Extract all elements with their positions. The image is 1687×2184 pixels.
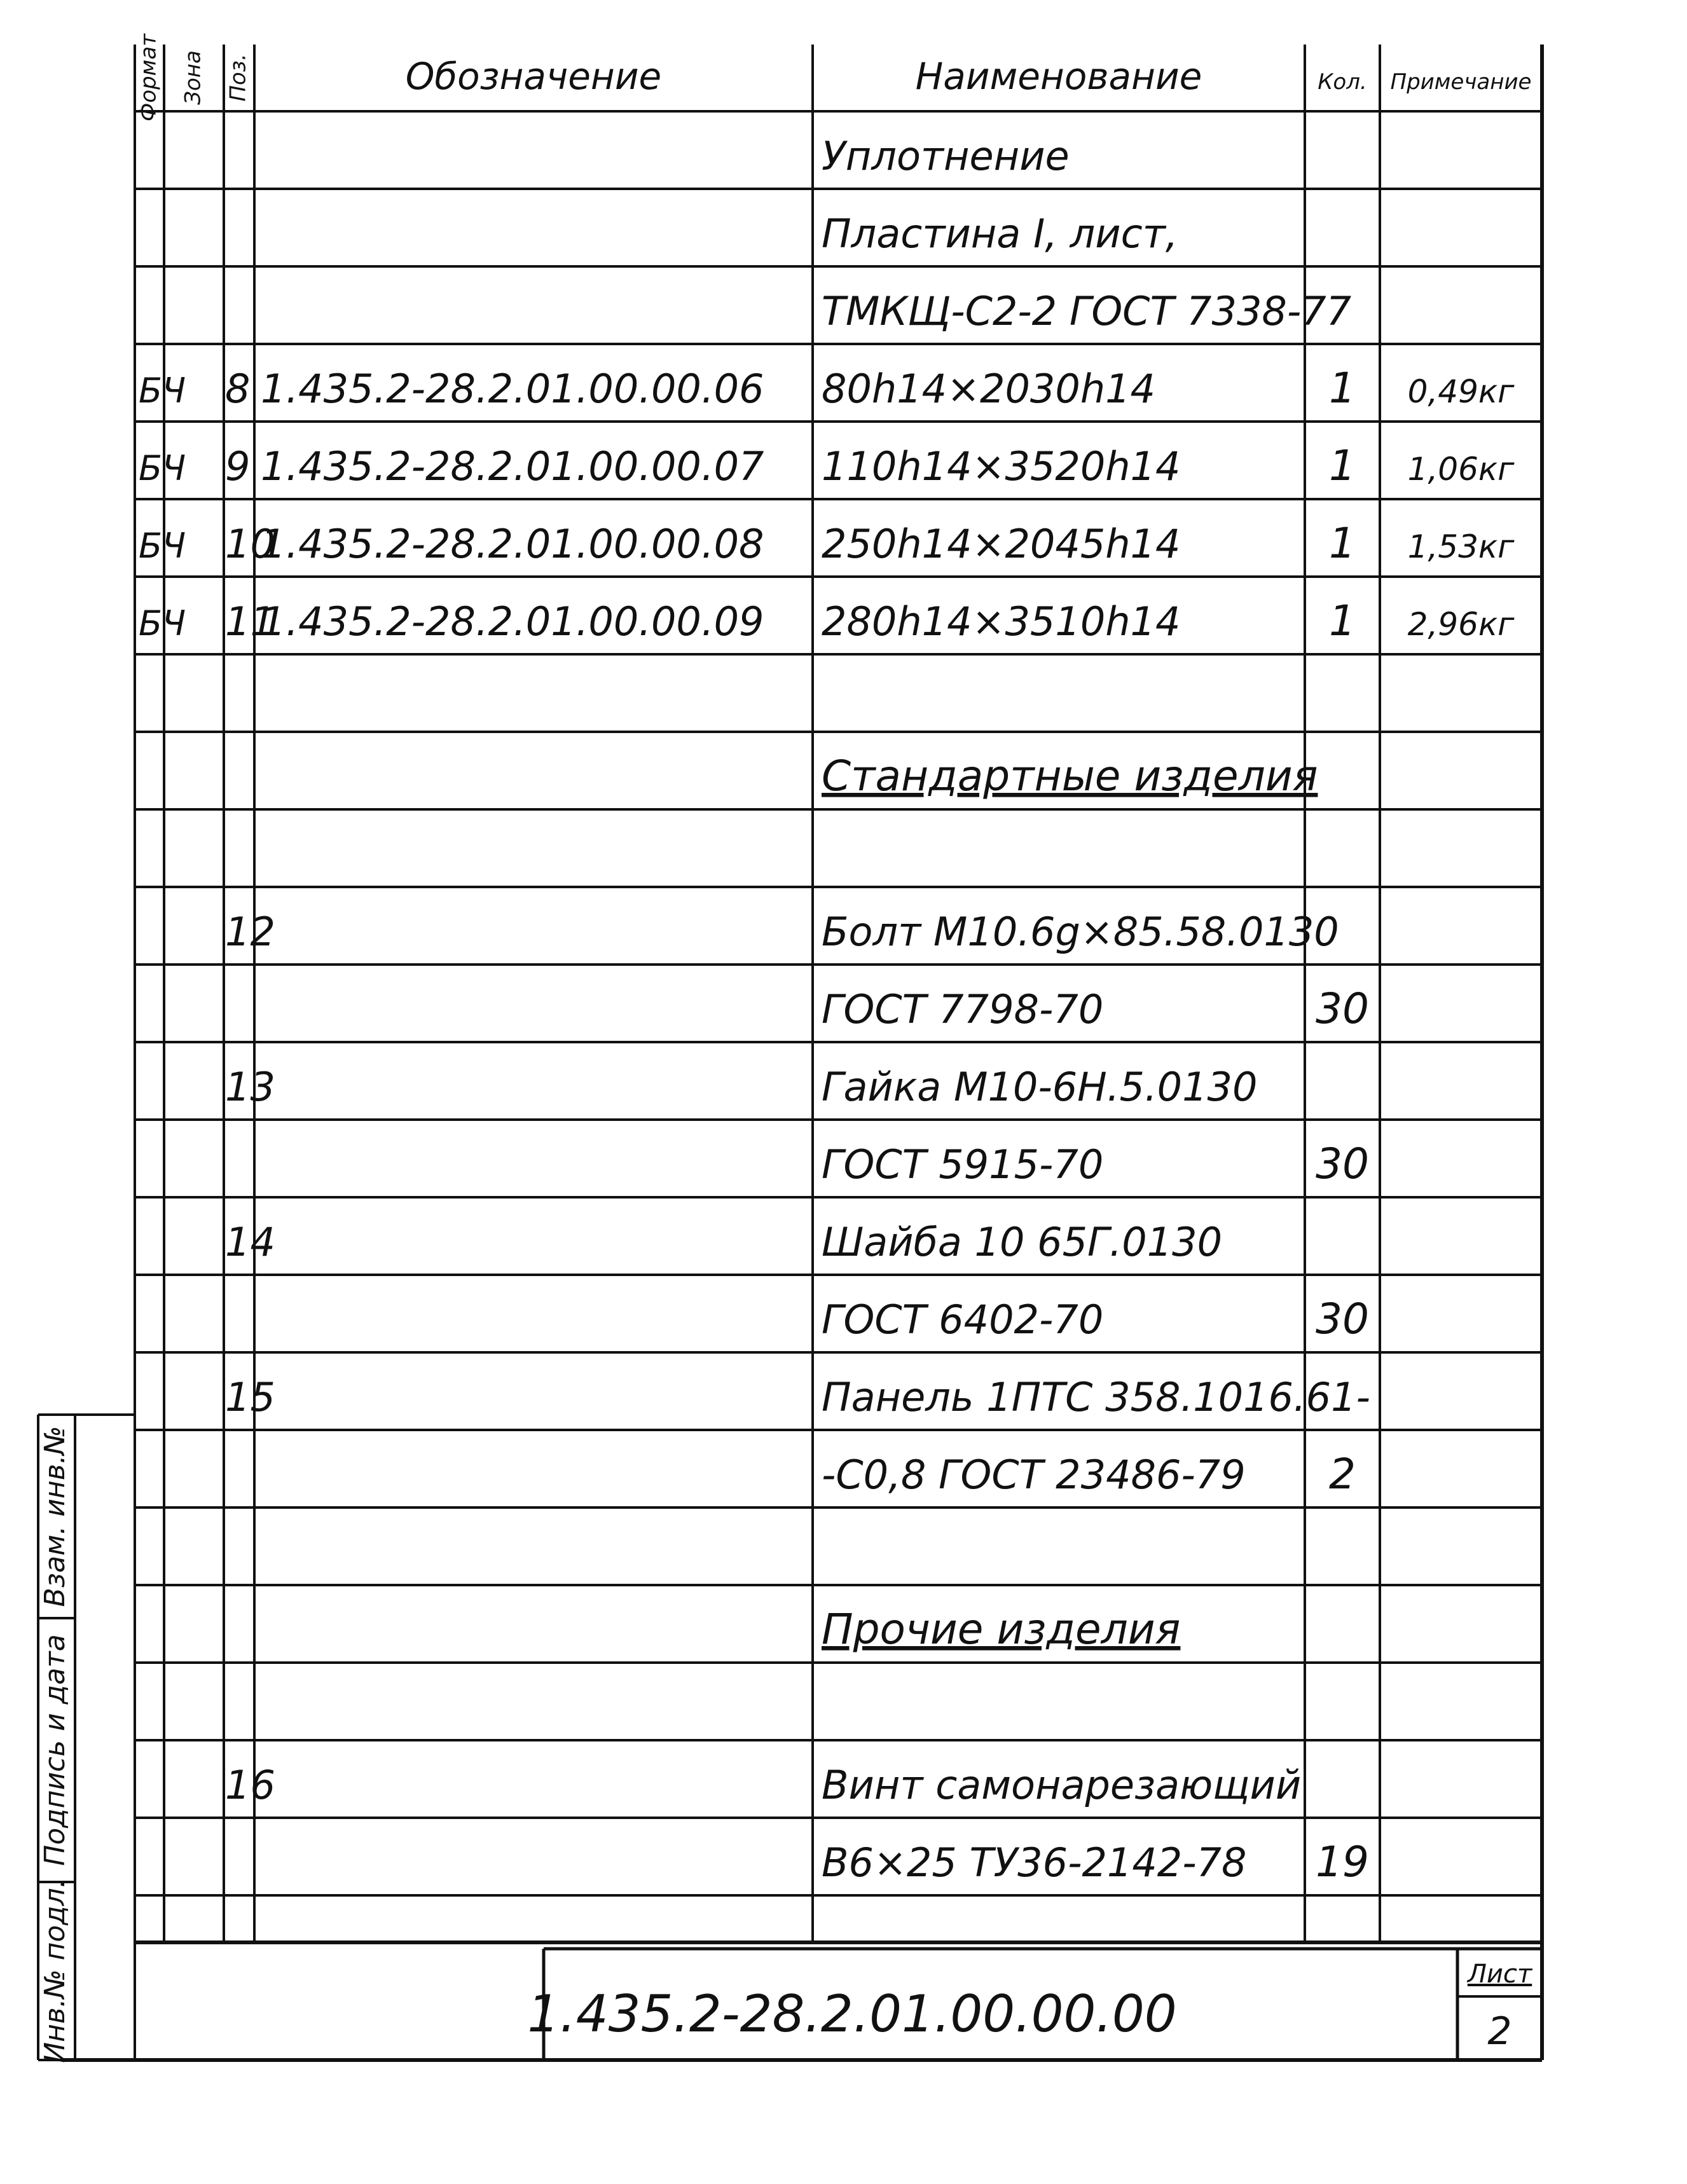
table-row: [225, 1219, 1222, 1265]
table-row: [225, 909, 1339, 955]
cell-name: Пластина I, лист,: [822, 210, 1178, 257]
cell-format: БЧ: [139, 603, 186, 643]
cell-note: 1,53кг: [1407, 528, 1515, 565]
cell-name: Панель 1ПТС 358.1016.61-: [822, 1374, 1370, 1420]
section-title: Стандартные изделия: [822, 752, 1318, 800]
cell-qty: 30: [1316, 984, 1369, 1033]
cell-format: БЧ: [139, 371, 186, 411]
table-row: [822, 1295, 1369, 1343]
cell-qty: 30: [1316, 1295, 1369, 1343]
header-pos: Поз.: [225, 53, 251, 102]
side-stamp: [39, 1426, 71, 2063]
table-grid: [38, 45, 1542, 2060]
cell-name: 110h14×3520h14: [822, 443, 1181, 490]
cell-qty: 19: [1316, 1837, 1369, 1886]
table-row: [225, 1762, 1301, 1808]
stamp-inv-orig: Инв.№ подл.: [39, 1879, 71, 2063]
cell-note: 2,96кг: [1407, 606, 1515, 643]
header-zone: Зона: [180, 50, 206, 105]
section-title: Прочие изделия: [822, 1605, 1181, 1654]
table-row: [822, 1605, 1180, 1654]
cell-qty: 2: [1329, 1450, 1356, 1499]
cell-name: ТМКЩ-С2-2 ГОСТ 7338-77: [822, 288, 1352, 334]
cell-name: В6×25 ТУ36-2142-78: [822, 1839, 1247, 1886]
cell-pos: 10: [225, 521, 275, 567]
cell-pos: 12: [225, 909, 275, 955]
cell-qty: 1: [1329, 519, 1356, 568]
table-header: [136, 33, 1532, 121]
table-row: [225, 1374, 1370, 1420]
cell-format: БЧ: [139, 448, 186, 488]
table-row: [139, 441, 1515, 490]
cell-note: 0,49кг: [1407, 373, 1515, 410]
table-row: [225, 1064, 1257, 1110]
table-row: [822, 1837, 1369, 1886]
table-row: [822, 210, 1178, 257]
cell-name: ГОСТ 5915-70: [822, 1141, 1104, 1188]
document-number: 1.435.2-28.2.01.00.00.00: [527, 1984, 1177, 2043]
cell-pos: 14: [225, 1219, 275, 1265]
header-designation: Обозначение: [405, 55, 662, 98]
cell-name: -С0,8 ГОСТ 23486-79: [822, 1452, 1246, 1498]
cell-name: Винт самонарезающий: [822, 1762, 1302, 1808]
cell-pos: 15: [225, 1374, 275, 1420]
stamp-replace-inv: Взам. инв.№: [39, 1425, 71, 1607]
cell-name: Уплотнение: [822, 133, 1070, 179]
table-row: [822, 133, 1070, 179]
table-row: [822, 1450, 1356, 1499]
cell-name: Болт М10.6g×85.58.0130: [822, 909, 1339, 955]
cell-format: БЧ: [139, 526, 186, 566]
sheet-number: 2: [1487, 2009, 1512, 2054]
table-row: [139, 519, 1515, 568]
cell-name: ГОСТ 7798-70: [822, 986, 1104, 1033]
table-body: [139, 133, 1515, 1886]
table-row: [822, 1139, 1369, 1188]
header-qty: Кол.: [1318, 69, 1367, 95]
cell-designation: 1.435.2-28.2.01.00.00.09: [261, 598, 764, 645]
cell-note: 1,06кг: [1407, 451, 1515, 488]
cell-pos: 16: [225, 1762, 275, 1808]
cell-qty: 1: [1329, 441, 1356, 490]
cell-qty: 30: [1316, 1139, 1369, 1188]
header-format: Формат: [135, 34, 162, 121]
cell-pos: 8: [225, 366, 251, 412]
stamp-sign-date: Подпись и дата: [39, 1634, 71, 1866]
table-row: [822, 288, 1351, 334]
header-name: Наименование: [915, 55, 1202, 98]
cell-name: Шайба 10 65Г.0130: [822, 1219, 1223, 1265]
table-row: [139, 364, 1515, 413]
cell-name: 280h14×3510h14: [822, 598, 1181, 645]
cell-designation: 1.435.2-28.2.01.00.00.06: [261, 366, 764, 412]
cell-qty: 1: [1329, 364, 1356, 413]
cell-designation: 1.435.2-28.2.01.00.00.07: [261, 443, 764, 490]
title-block: [527, 1960, 1533, 2054]
table-row: [139, 596, 1515, 645]
cell-pos: 11: [225, 598, 275, 645]
table-row: [822, 984, 1369, 1033]
cell-name: 250h14×2045h14: [822, 521, 1181, 567]
cell-qty: 1: [1329, 596, 1356, 645]
cell-pos: 9: [225, 443, 251, 490]
cell-name: Гайка М10-6Н.5.0130: [822, 1064, 1258, 1110]
sheet-label: Лист: [1467, 1960, 1532, 1989]
cell-pos: 13: [225, 1064, 275, 1110]
table-row: [822, 752, 1318, 800]
header-note: Примечание: [1390, 69, 1532, 95]
cell-name: ГОСТ 6402-70: [822, 1296, 1104, 1343]
cell-name: 80h14×2030h14: [822, 366, 1156, 412]
cell-designation: 1.435.2-28.2.01.00.00.08: [261, 521, 764, 567]
